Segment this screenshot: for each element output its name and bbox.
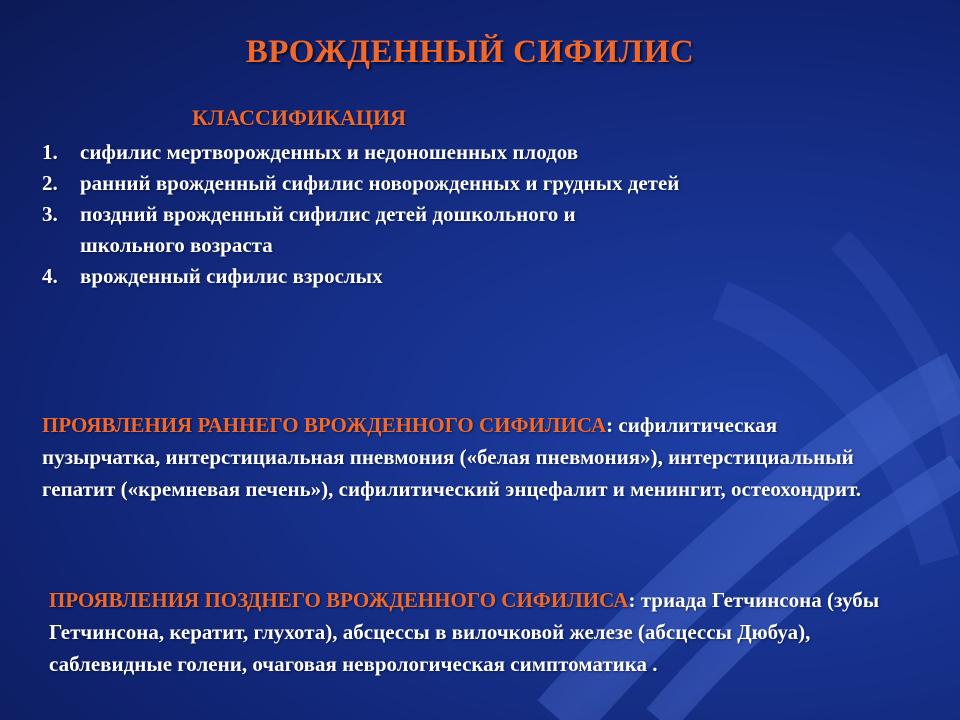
list-item-text: поздний врожденный сифилис детей дошкольного и школьного возраста [80, 202, 576, 257]
early-heading-colon: : [606, 413, 614, 437]
list-item-number: 2. [42, 171, 58, 195]
early-manifestations-text: сифилитическая пузырчатка, интерстициальная пневмония («белая пневмония»), интерстициальный гепатит («кремневая печень»), сифилитический энцефалит и менингит, остеохондрит. [42, 413, 862, 501]
early-manifestations-heading: ПРОЯВЛЕНИЯ РАННЕГО ВРОЖДЕННОГО СИФИЛИСА [42, 413, 607, 437]
list-item [42, 199, 682, 261]
list-item-text: ранний врожденный сифилис новорожденных и грудных детей [80, 171, 680, 195]
list-item-number: 4. [42, 264, 58, 288]
late-heading-colon: : [628, 588, 636, 612]
list-item-number: 3. [42, 202, 58, 226]
late-manifestations-text: триада Гетчинсона (зубы Гетчинсона, кератит, глухота), абсцессы в вилочковой железе (абсцессы Дюбуа), саблевидные голени, очаговая неврологическая симптоматика . [49, 588, 880, 676]
list-item-text: сифилис мертворожденных и недоношенных плодов [80, 140, 579, 164]
classification-list [42, 137, 682, 292]
list-item [42, 137, 682, 168]
late-manifestations-heading: ПРОЯВЛЕНИЯ ПОЗДНЕГО ВРОЖДЕННОГО СИФИЛИСА [49, 588, 629, 612]
slide-title: ВРОЖДЕННЫЙ СИФИЛИС [245, 34, 695, 70]
list-item-number: 1. [42, 140, 58, 164]
late-manifestations [49, 584, 889, 680]
list-item [42, 261, 682, 292]
classification-heading: КЛАССИФИКАЦИЯ [192, 105, 406, 130]
early-manifestations [42, 409, 882, 505]
list-item [42, 168, 682, 199]
list-item-text: врожденный сифилис взрослых [80, 264, 383, 288]
